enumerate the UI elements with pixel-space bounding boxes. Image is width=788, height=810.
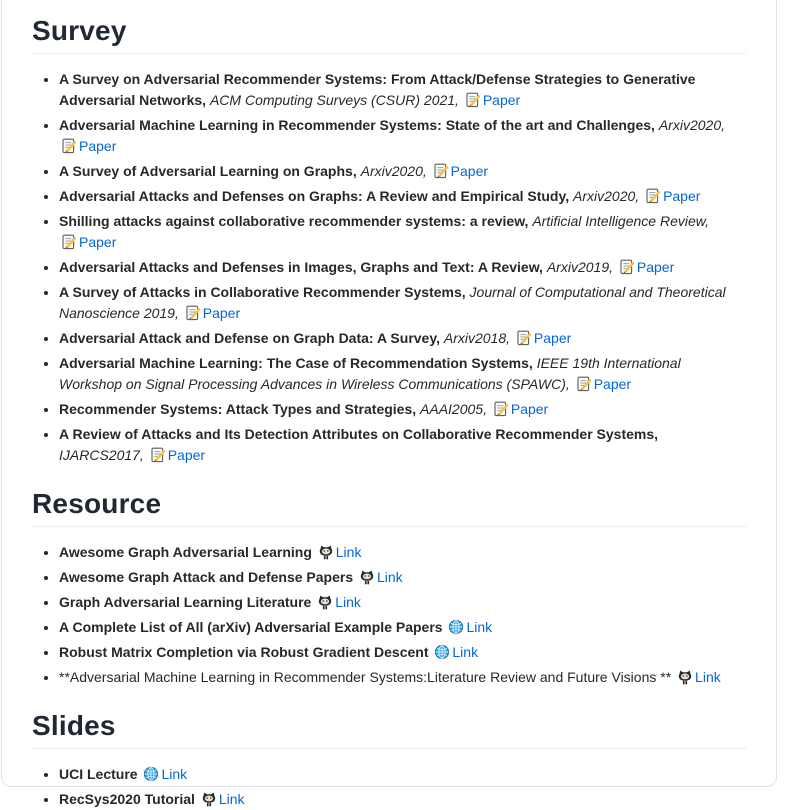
resource-title: Awesome Graph Adversarial Learning bbox=[59, 544, 312, 560]
resource-link[interactable]: Link bbox=[315, 594, 361, 610]
paper-venue: Arxiv2020, bbox=[658, 117, 725, 133]
paper-venue: Arxiv2018, bbox=[443, 330, 511, 346]
paper-title: A Review of Attacks and Its Detection Attributes on Collaborative Recommender Systems, bbox=[59, 426, 659, 442]
resource-item bbox=[59, 667, 746, 688]
paper-link[interactable]: Paper bbox=[463, 92, 520, 108]
memo-icon bbox=[465, 92, 481, 108]
paper-title: A Survey of Adversarial Learning on Graphs, bbox=[59, 163, 357, 179]
survey-item bbox=[59, 69, 746, 111]
paper-venue: Arxiv2020, bbox=[573, 188, 640, 204]
survey-item bbox=[59, 211, 746, 253]
octocat-icon bbox=[677, 669, 693, 685]
slide-item bbox=[59, 789, 746, 810]
memo-icon bbox=[619, 259, 635, 275]
resource-item bbox=[59, 592, 746, 613]
paper-link[interactable]: Paper bbox=[617, 259, 674, 275]
paper-link[interactable]: Paper bbox=[431, 163, 488, 179]
survey-item bbox=[59, 186, 746, 207]
paper-link[interactable]: Paper bbox=[59, 234, 116, 250]
survey-item bbox=[59, 282, 746, 324]
paper-title: Adversarial Machine Learning in Recommender Systems: State of the art and Challenges, bbox=[59, 117, 655, 133]
resource-title: A Complete List of All (arXiv) Adversarial Example Papers bbox=[59, 619, 443, 635]
octocat-icon bbox=[317, 594, 333, 610]
resource-link[interactable]: Link bbox=[432, 644, 478, 660]
resource-link[interactable]: Link bbox=[446, 619, 492, 635]
resource-title: **Adversarial Machine Learning in Recommender Systems:Literature Review and Future Visions ** bbox=[59, 669, 672, 685]
memo-icon bbox=[516, 330, 532, 346]
resource-link[interactable]: Link bbox=[316, 544, 362, 560]
paper-venue: IEEE 19th International Workshop on Signal Processing Advances in Wireless Communications (SPAWC), bbox=[59, 355, 681, 392]
globe-icon bbox=[448, 619, 464, 635]
paper-title: Adversarial Attacks and Defenses on Graphs: A Review and Empirical Study, bbox=[59, 188, 570, 204]
globe-icon bbox=[143, 766, 159, 782]
memo-icon bbox=[576, 376, 592, 392]
paper-title: Adversarial Machine Learning: The Case of Recommendation Systems, bbox=[59, 355, 533, 371]
slide-item bbox=[59, 764, 746, 785]
resource-item bbox=[59, 617, 746, 638]
resource-item bbox=[59, 642, 746, 663]
resource-item bbox=[59, 567, 746, 588]
paper-link[interactable]: Paper bbox=[491, 401, 548, 417]
survey-list bbox=[32, 69, 746, 466]
memo-icon bbox=[61, 138, 77, 154]
survey-item bbox=[59, 399, 746, 420]
memo-icon bbox=[645, 188, 661, 204]
survey-item bbox=[59, 328, 746, 349]
slide-title: RecSys2020 Tutorial bbox=[59, 791, 195, 807]
paper-link[interactable]: Paper bbox=[148, 447, 205, 463]
slide-link[interactable]: Link bbox=[141, 766, 187, 782]
resource-title: Robust Matrix Completion via Robust Gradient Descent bbox=[59, 644, 429, 660]
octocat-icon bbox=[201, 791, 217, 807]
paper-venue: Arxiv2019, bbox=[546, 259, 613, 275]
paper-venue: AAAI2005, bbox=[420, 401, 487, 417]
paper-link[interactable]: Paper bbox=[574, 376, 631, 392]
paper-link[interactable]: Paper bbox=[514, 330, 571, 346]
resource-list bbox=[32, 542, 746, 688]
paper-venue: Artificial Intelligence Review, bbox=[532, 213, 709, 229]
paper-link[interactable]: Paper bbox=[59, 138, 116, 154]
resource-link[interactable]: Link bbox=[675, 669, 721, 685]
slide-link[interactable]: Link bbox=[199, 791, 245, 807]
slides-list bbox=[32, 764, 746, 810]
readme-container bbox=[1, 0, 777, 807]
paper-venue: Arxiv2020, bbox=[360, 163, 427, 179]
paper-title: Shilling attacks against collaborative recommender systems: a review, bbox=[59, 213, 529, 229]
paper-title: Recommender Systems: Attack Types and Strategies, bbox=[59, 401, 417, 417]
paper-title: A Survey of Attacks in Collaborative Recommender Systems, bbox=[59, 284, 466, 300]
survey-item bbox=[59, 424, 746, 466]
section-title-survey: Survey bbox=[32, 15, 746, 54]
resource-link[interactable]: Link bbox=[357, 569, 403, 585]
paper-link[interactable]: Paper bbox=[643, 188, 700, 204]
paper-link[interactable]: Paper bbox=[183, 305, 240, 321]
memo-icon bbox=[61, 234, 77, 250]
memo-icon bbox=[493, 401, 509, 417]
resource-item bbox=[59, 542, 746, 563]
slide-title: UCI Lecture bbox=[59, 766, 138, 782]
paper-title: A Survey on Adversarial Recommender Systems: From Attack/Defense Strategies to Generative Adversarial Networks, bbox=[59, 71, 696, 108]
section-title-slides: Slides bbox=[32, 710, 746, 749]
paper-venue: IJARCS2017, bbox=[59, 447, 144, 463]
memo-icon bbox=[150, 447, 166, 463]
globe-icon bbox=[434, 644, 450, 660]
survey-item bbox=[59, 161, 746, 182]
memo-icon bbox=[433, 163, 449, 179]
octocat-icon bbox=[318, 544, 334, 560]
survey-item bbox=[59, 115, 746, 157]
survey-item bbox=[59, 353, 746, 395]
paper-title: Adversarial Attacks and Defenses in Images, Graphs and Text: A Review, bbox=[59, 259, 543, 275]
section-title-resource: Resource bbox=[32, 488, 746, 527]
memo-icon bbox=[185, 305, 201, 321]
octocat-icon bbox=[359, 569, 375, 585]
paper-title: Adversarial Attack and Defense on Graph Data: A Survey, bbox=[59, 330, 440, 346]
resource-title: Graph Adversarial Learning Literature bbox=[59, 594, 312, 610]
paper-venue: Journal of Computational and Theoretical Nanoscience 2019, bbox=[59, 284, 726, 321]
paper-venue: ACM Computing Surveys (CSUR) 2021, bbox=[209, 92, 459, 108]
survey-item bbox=[59, 257, 746, 278]
resource-title: Awesome Graph Attack and Defense Papers bbox=[59, 569, 354, 585]
